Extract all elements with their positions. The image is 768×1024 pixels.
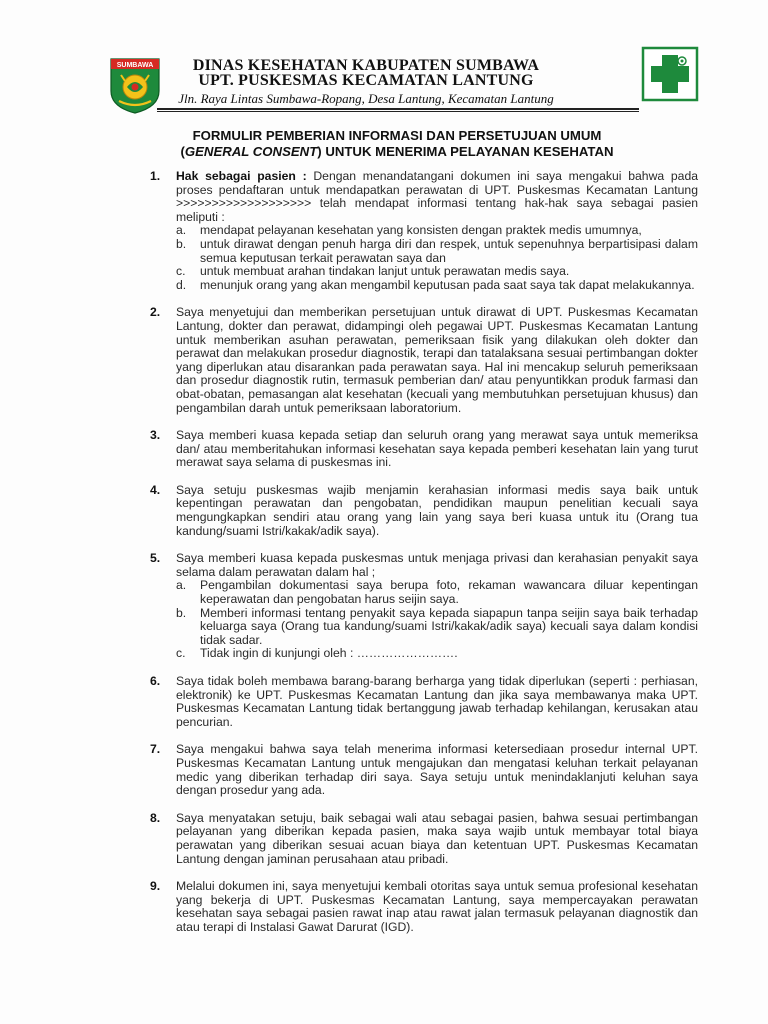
- item-body: Saya setuju puskesmas wajib menjamin kerahasian informasi medis saya baik untuk kepentingan perawatan dan pengobatan, pendidikan maupun penelitian kecuali saya mengungkapkan sendiri atau orang yang lain yang saya beri kuasa untuk itu (Orang tua kandung/suami Istri/kakak/adik saya).: [176, 482, 698, 538]
- puskesmas-logo: [641, 46, 699, 102]
- item-text: [176, 170, 698, 224]
- sub-item: [176, 265, 698, 279]
- item-text: [176, 743, 698, 797]
- consent-item: [150, 306, 698, 415]
- item-text: [176, 484, 698, 538]
- sub-item: [176, 279, 698, 293]
- org-name-line2: UPT. PUSKESMAS KECAMATAN LANTUNG: [198, 72, 534, 89]
- sub-item: [176, 579, 698, 606]
- item-text: [176, 675, 698, 729]
- consent-item: [150, 880, 698, 934]
- item-lead: Hak sebagai pasien :: [176, 169, 307, 183]
- sub-item-text: untuk membuat arahan tindakan lanjut untuk perawatan medis saya.: [200, 264, 570, 279]
- org-name-line1: DINAS KESEHATAN KABUPATEN SUMBAWA: [192, 57, 540, 74]
- form-title-italic: GENERAL CONSENT: [184, 144, 318, 159]
- item-body: Saya menyatakan setuju, baik sebagai wali atau sebagai pasien, bahwa sesuai pertimbangan pelayanan yang diberikan kepada pasien, maka saya wajib untuk membayar total biaya perawatan yang diberikan sesuai acuan biaya dan ketentuan UPT. Puskesmas Kecamatan Lantung dengan jaminan perusahaan atau pribadi.: [176, 810, 698, 866]
- sub-item-text: untuk dirawat dengan penuh harga diri dan respek, untuk sepenuhnya berpartisipasi dalam semua keputusan terkait perawatan saya dan: [200, 236, 698, 265]
- sub-item-text: Pengambilan dokumentasi saya berupa foto, rekaman wawancara diluar kepentingan keperawatan dan pengobatan harus seijin saya.: [200, 578, 698, 607]
- sub-item: [176, 224, 698, 238]
- item-body: Saya mengakui bahwa saya telah menerima informasi ketersediaan prosedur internal UPT. Puskesmas Kecamatan Lantung untuk mengajukan dan mengatasi keluhan terkait pelayanan medic yang diberikan terhadap diri saya. Saya setuju untuk menindaklanjuti keluhan saya dengan prosedur yang ada.: [176, 742, 698, 798]
- item-text: [176, 552, 698, 579]
- item-number: 1.: [150, 169, 161, 183]
- form-title-line2: (GENERAL CONSENT) UNTUK MENERIMA PELAYANAN KESEHATAN: [180, 144, 614, 159]
- form-title-line1: FORMULIR PEMBERIAN INFORMASI DAN PERSETUJUAN UMUM: [192, 128, 602, 143]
- consent-item: [150, 552, 698, 661]
- sub-item-text: menunjuk orang yang akan mengambil keputusan pada saat saya tak dapat melakukannya.: [200, 277, 695, 292]
- sub-item-letter: b.: [176, 236, 187, 251]
- consent-item: [150, 429, 698, 470]
- item-body: Saya tidak boleh membawa barang-barang berharga yang tidak diperlukan (seperti : perhiasan, elektronik) ke UPT. Puskesmas Kecamatan Lantung dan jika saya membawanya maka UPT. Puskesmas Kecamatan Lantung tidak bertanggung jawab terhadap kehilangan, kerusakan atau pencurian.: [176, 674, 698, 729]
- item-number: 7.: [150, 742, 161, 757]
- header-rule-thin: [157, 111, 639, 112]
- consent-item: [150, 743, 698, 797]
- item-number: 4.: [150, 482, 161, 497]
- item-text: [176, 880, 698, 934]
- item-body: Saya memberi kuasa kepada setiap dan seluruh orang yang merawat saya untuk memeriksa dan/ atau memberitahukan informasi kesehatan saya kepada pemberi kesehatan lain yang turut merawat saya selama di puskesmas ini.: [176, 428, 698, 470]
- item-number: 2.: [150, 305, 161, 320]
- item-number: 8.: [150, 810, 161, 825]
- sub-item: [176, 607, 698, 648]
- sub-item-text: mendapat pelayanan kesehatan yang konsisten dengan praktek medis umumnya,: [200, 223, 642, 238]
- sub-item-letter: c.: [176, 646, 186, 661]
- consent-items-list: [150, 170, 698, 949]
- item-number: 3.: [150, 428, 161, 443]
- item-text: [176, 306, 698, 415]
- item-body: Dengan menandatangani dokumen ini saya mengakui bahwa pada proses pendaftaran untuk mendapatkan perawatan di UPT. Puskesmas Kecamatan Lantung >>>>>>>>>>>>>>>>>>> telah mendapat informasi tentang hak-hak saya sebagai pasien meliputi :: [176, 169, 699, 224]
- header-rule-thick: [157, 108, 639, 110]
- consent-item: [150, 812, 698, 866]
- consent-item: [150, 170, 698, 292]
- sub-item-letter: d.: [176, 277, 187, 292]
- consent-item: [150, 484, 698, 538]
- item-body: Saya menyetujui dan memberikan persetujuan untuk dirawat di UPT. Puskesmas Kecamatan Lantung, dokter dan perawat, didampingi oleh pegawai UPT. Puskesmas Kecamatan Lantung untuk memberikan asuhan perawatan, pemeriksaan fisik yang dilakukan oleh dokter dan perawat dan melakukan prosedur diagnostik, terapi dan tatalaksana sesuai pertimbangan dokter yang diperlukan atau disarankan pada perawatan saya. Hal ini mencakup seluruh pemeriksaan dan prosedur diagnostik rutin, termasuk pemberian dan/ atau penyuntikkan produk farmasi dan obat-obatan, pemasangan alat kesehatan (kecuali yang membutuhkan persetujuan khusus) dan pengambilan darah untuk pemeriksaan laboratorium.: [176, 305, 698, 415]
- item-number: 6.: [150, 674, 161, 688]
- item-number: 5.: [150, 551, 161, 566]
- letterhead: [0, 0, 768, 118]
- item-text: [176, 429, 698, 470]
- item-body: Saya memberi kuasa kepada puskesmas untuk menjaga privasi dan kerahasian penyakit saya selama dalam perawatan dalam hal ;: [176, 551, 698, 579]
- sub-item-letter: a.: [176, 223, 187, 238]
- sub-item-letter: a.: [176, 578, 187, 593]
- sub-item-letter: c.: [176, 264, 186, 279]
- sub-item: [176, 647, 698, 661]
- item-text: [176, 812, 698, 866]
- consent-item: [150, 675, 698, 729]
- item-number: 9.: [150, 879, 161, 894]
- sub-item-letter: b.: [176, 605, 187, 620]
- item-body: Melalui dokumen ini, saya menyetujui kembali otoritas saya untuk semua profesional kesehatan yang bekerja di UPT. Puskesmas Kecamatan Lantung, saya mempercayakan perawatan kesehatan saya sebagai pasien rawat inap atau rawat jalan termasuk pelayanan diagnostik dan atau terapi di Instalasi Gawat Darurat (IGD).: [176, 879, 698, 934]
- sub-item-text: Tidak ingin di kunjungi oleh : …………………….: [200, 646, 458, 661]
- org-address: Jln. Raya Lintas Sumbawa-Ropang, Desa Lantung, Kecamatan Lantung: [178, 91, 554, 106]
- sub-item-text: Memberi informasi tentang penyakit saya kepada siapapun tanpa seijin saya baik terhadap keluarga saya (Orang tua kandung/suami Istri/kakak/adik saya) kecuali saya dalam kondisi tidak sadar.: [200, 605, 698, 647]
- sub-item: [176, 238, 698, 265]
- form-title: [0, 128, 768, 160]
- emblem-text: SUMBAWA: [116, 62, 154, 69]
